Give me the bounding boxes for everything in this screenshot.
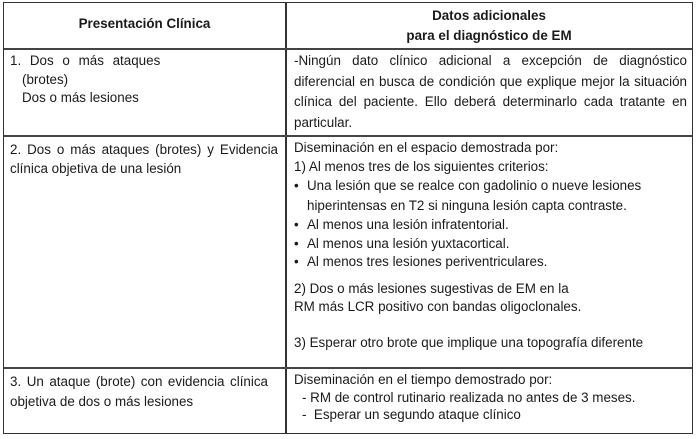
row2-bullet-text: Al menos una lesión yuxtacortical.: [307, 235, 510, 251]
row-divider: [4, 135, 692, 137]
row2-item2: [294, 280, 690, 317]
row-divider: [4, 48, 692, 50]
header-presentacion-clinica: Presentación Clínica: [78, 16, 211, 31]
row-divider: [4, 367, 692, 369]
bullet-icon: •: [294, 217, 299, 232]
row1-presentation-line: 1. Dos o más ataques: [10, 53, 161, 68]
header-line-1: Datos adicionales: [432, 8, 546, 23]
row3-item: - RM de control rutinario realizada no antes de 3 meses.: [302, 389, 636, 405]
header-line-2: para el diagnóstico de EM: [406, 28, 572, 43]
row1-presentation-line: (brotes): [22, 71, 69, 87]
row3-presentation: 3. Un ataque (brote) con evidencia clínica objetiva de dos o más lesiones: [10, 374, 268, 409]
row2-intro: Diseminación en el espacio demostrada por:: [294, 140, 559, 155]
row2-item2-line: RM más LCR positivo con bandas oligoclonales.: [294, 299, 582, 314]
bullet-icon: •: [294, 178, 299, 193]
row1-presentation-line: Dos o más lesiones: [22, 90, 139, 105]
row2-item1: 1) Al menos tres de los siguientes criterios:: [294, 158, 549, 174]
row3-data: [294, 371, 690, 424]
diagnostic-criteria-table: [3, 2, 693, 434]
row1-data: -Ningún dato clínico adicional a excepción de diagnóstico diferencial en busca de condición que explique mejor la situación clínica del paciente. Ello deberá determinarlo cada tratante en particular.: [294, 53, 687, 130]
row1-presentation: [10, 52, 280, 108]
row3-intro: Diseminación en el tiempo demostrado por:: [294, 372, 553, 387]
row2-bullet-text: Una lesión que se realce con gadolinio o nueve lesiones hiperintensas en T2 si ninguna lesión capta contraste.: [307, 178, 642, 213]
row2-data: [294, 139, 690, 352]
row2-item3: 3) Esperar otro brote que implique una topografía diferente: [294, 334, 644, 350]
row2-bullet: [294, 216, 690, 235]
row2-item2-line: 2) Dos o más lesiones sugestivas de EM en la: [294, 280, 569, 296]
column-divider: [285, 3, 287, 433]
header-datos-adicionales: [286, 6, 692, 46]
bullet-icon: •: [294, 254, 299, 269]
row2-bullet: [294, 176, 690, 216]
row2-bullet: [294, 253, 690, 272]
row2-bullet-text: Al menos una lesión infratentorial.: [307, 217, 509, 232]
row2-bullet: [294, 235, 690, 254]
row2-presentation: 2. Dos o más ataques (brotes) y Evidencia clínica objetiva de una lesión: [10, 142, 278, 176]
row3-item: - Esperar un segundo ataque clínico: [302, 407, 521, 422]
bullet-icon: •: [294, 235, 299, 251]
row2-bullet-text: Al menos tres lesiones periventriculares.: [307, 254, 548, 269]
